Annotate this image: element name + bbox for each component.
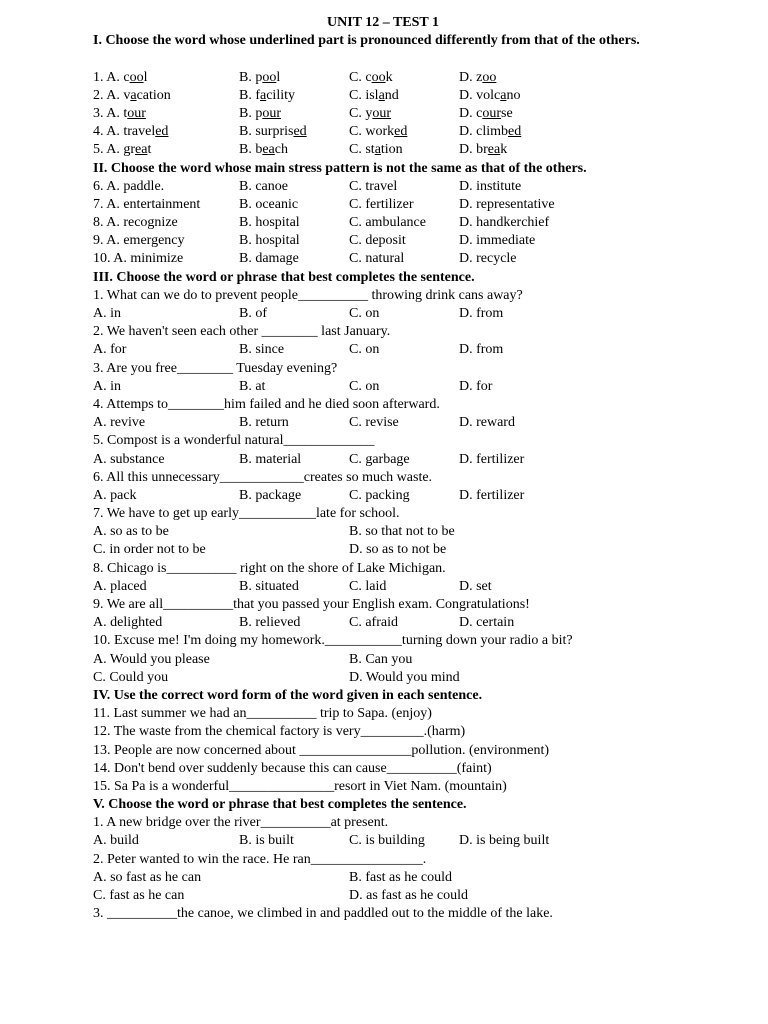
question-line: 11. Last summer we had an__________ trip to Sapa. (enjoy) <box>93 706 432 722</box>
underlined-part: a <box>130 87 137 103</box>
option: A. substance <box>93 451 165 467</box>
option: A. build <box>93 833 139 849</box>
options-row <box>93 523 673 541</box>
underlined-part: oo <box>262 69 277 85</box>
option <box>459 105 513 123</box>
option: D. is being built <box>459 833 550 849</box>
option: A. in <box>93 378 121 394</box>
option: A. in <box>93 306 121 322</box>
option: A. delighted <box>93 615 163 631</box>
option: D. for <box>459 378 493 394</box>
option <box>239 105 281 123</box>
underlined-part: ed <box>508 124 522 140</box>
option-text: no <box>506 87 521 103</box>
option: B. canoe <box>239 178 288 194</box>
question-row <box>93 232 673 250</box>
question-line: 15. Sa Pa is a wonderful_______________resort in Viet Nam. (mountain) <box>93 778 507 794</box>
option: C. is building <box>349 833 425 849</box>
option: C. in order not to be <box>93 542 206 558</box>
option-text: l <box>143 69 148 85</box>
question-stem: 7. We have to get up early___________late for school. <box>93 506 400 522</box>
option: B. damage <box>239 251 299 267</box>
option-text: 2. A. v <box>93 87 131 103</box>
option-text: se <box>501 105 513 121</box>
options-row <box>93 414 673 432</box>
option-text: cility <box>266 87 295 103</box>
question-stem: 4. Attemps to________him failed and he died soon afterward. <box>93 396 440 412</box>
option: D. from <box>459 306 504 322</box>
options-row <box>93 869 673 887</box>
option: B. hospital <box>239 215 300 231</box>
question-row <box>93 214 673 232</box>
underlined-part: ed <box>394 124 408 140</box>
option: D. handkerchief <box>459 215 550 231</box>
option: B. return <box>239 415 289 431</box>
question-stem: 3. Are you free________ Tuesday evening? <box>93 360 338 376</box>
question-stem: 5. Compost is a wonderful natural_____________ <box>93 433 375 449</box>
option: C. fertilizer <box>349 196 414 212</box>
option-text: D. z <box>459 69 483 85</box>
underlined-part: our <box>262 105 282 121</box>
option: B. hospital <box>239 233 300 249</box>
option-text: ch <box>274 142 288 158</box>
option <box>459 69 496 87</box>
option: C. natural <box>349 251 405 267</box>
option: C. garbage <box>349 451 410 467</box>
option: D. from <box>459 342 504 358</box>
underlined-part: our <box>372 105 392 121</box>
option: B. fast as he could <box>349 869 453 885</box>
option: A. placed <box>93 578 147 594</box>
options-row <box>93 541 673 559</box>
underlined-part: a <box>500 87 507 103</box>
option <box>459 123 521 141</box>
option <box>239 69 280 87</box>
option-text: B. p <box>239 105 263 121</box>
option: C. Could you <box>93 669 169 685</box>
option: D. certain <box>459 615 515 631</box>
options-row <box>93 887 673 905</box>
underlined-part: ea <box>487 142 501 158</box>
options-row <box>93 487 673 505</box>
option: C. on <box>349 342 380 358</box>
section-4-heading: IV. Use the correct word form of the word given in each sentence. <box>93 687 483 703</box>
option: C. afraid <box>349 615 398 631</box>
question-stem: 9. We are all__________that you passed your English exam. Congratulations! <box>93 597 530 613</box>
option-text: B. p <box>239 69 263 85</box>
option-text: D. br <box>459 142 488 158</box>
option-text: nd <box>384 87 399 103</box>
question-row <box>93 87 673 105</box>
option-text: B. surpris <box>239 124 294 140</box>
section-5-heading: V. Choose the word or phrase that best completes the sentence. <box>93 797 467 813</box>
option <box>349 87 399 105</box>
option: A. so as to be <box>93 524 169 540</box>
option-text: k <box>385 69 393 85</box>
option: D. institute <box>459 178 522 194</box>
option <box>459 141 507 159</box>
option-text: C. work <box>349 124 395 140</box>
underlined-part: ea <box>262 142 275 158</box>
question-row <box>93 178 673 196</box>
option <box>93 87 171 105</box>
option: D. immediate <box>459 233 536 249</box>
underlined-part: oo <box>482 69 497 85</box>
option: C. travel <box>349 178 398 194</box>
option-text: D. volc <box>459 87 501 103</box>
underlined-part: a <box>260 87 267 103</box>
options-row <box>93 378 673 396</box>
question-row <box>93 196 673 214</box>
option: A. pack <box>93 487 137 503</box>
option: C. revise <box>349 415 399 431</box>
option: C. fast as he can <box>93 888 185 904</box>
question-stem: 3. __________the canoe, we climbed in and paddled out to the middle of the lake. <box>93 906 553 922</box>
option-text: 5. A. gr <box>93 142 135 158</box>
option-text: 4. A. travel <box>93 124 156 140</box>
option-text: C. c <box>349 69 372 85</box>
option: B. package <box>239 487 302 503</box>
option: 7. A. entertainment <box>93 196 201 212</box>
option: B. Can you <box>349 651 413 667</box>
question-row <box>93 141 673 159</box>
underlined-part: oo <box>129 69 144 85</box>
options-row <box>93 614 673 632</box>
options-row <box>93 832 673 850</box>
options-row <box>93 341 673 359</box>
section-3-heading: III. Choose the word or phrase that best completes the sentence. <box>93 269 475 285</box>
question-row <box>93 250 673 268</box>
option <box>349 69 393 87</box>
option-text: l <box>276 69 281 85</box>
question-stem: 2. We haven't seen each other ________ last January. <box>93 324 391 340</box>
question-row <box>93 123 673 141</box>
question-stem: 1. A new bridge over the river__________at present. <box>93 815 389 831</box>
option: D. Would you mind <box>349 669 460 685</box>
question-line: 13. People are now concerned about ________________pollution. (environment) <box>93 742 550 758</box>
underlined-part: ed <box>293 124 307 140</box>
option: C. on <box>349 378 380 394</box>
option: B. since <box>239 342 285 358</box>
question-stem: 6. All this unnecessary____________creates so much waste. <box>93 469 433 485</box>
option: D. recycle <box>459 251 517 267</box>
option: B. so that not to be <box>349 524 455 540</box>
option: D. fertilizer <box>459 451 525 467</box>
underlined-part: a <box>378 87 385 103</box>
option-text: D. c <box>459 105 483 121</box>
option <box>93 141 151 159</box>
option <box>459 87 520 105</box>
question-row <box>93 105 673 123</box>
section-2-heading: II. Choose the word whose main stress pattern is not the same as that of the others. <box>93 160 587 176</box>
option: A. so fast as he can <box>93 869 202 885</box>
option: D. so as to not be <box>349 542 447 558</box>
option-text: B. b <box>239 142 263 158</box>
option <box>93 105 146 123</box>
option-text: t <box>147 142 152 158</box>
option <box>239 123 307 141</box>
option: C. packing <box>349 487 410 503</box>
options-row <box>93 651 673 669</box>
option-text: D. climb <box>459 124 508 140</box>
option-text: C. st <box>349 142 375 158</box>
options-row <box>93 578 673 596</box>
test-document <box>93 14 673 923</box>
section-1-heading: I. Choose the word whose underlined part is pronounced differently from that of the others. <box>93 33 640 49</box>
option-text: C. isl <box>349 87 379 103</box>
option-text: B. f <box>239 87 260 103</box>
option: B. material <box>239 451 302 467</box>
option <box>349 141 403 159</box>
option <box>93 123 168 141</box>
underlined-part: a <box>374 142 381 158</box>
underlined-part: our <box>127 105 146 121</box>
section-2-questions <box>93 178 673 269</box>
section-1-questions <box>93 69 673 160</box>
option: C. ambulance <box>349 215 426 231</box>
question-line: 12. The waste from the chemical factory is very_________.(harm) <box>93 724 466 740</box>
option: 8. A. recognize <box>93 215 178 231</box>
option: B. at <box>239 378 266 394</box>
option-text: 1. A. c <box>93 69 130 85</box>
option: D. reward <box>459 415 515 431</box>
question-stem: 1. What can we do to prevent people__________ throwing drink cans away? <box>93 287 523 303</box>
question-stem: 10. Excuse me! I'm doing my homework.___________turning down your radio a bit? <box>93 633 573 649</box>
option: C. laid <box>349 578 387 594</box>
option: C. on <box>349 306 380 322</box>
underlined-part: oo <box>371 69 386 85</box>
option-text: C. y <box>349 105 373 121</box>
underlined-part: ea <box>135 142 148 158</box>
option: 9. A. emergency <box>93 233 185 249</box>
options-row <box>93 451 673 469</box>
option: B. relieved <box>239 615 301 631</box>
question-row <box>93 69 673 87</box>
option: 10. A. minimize <box>93 251 184 267</box>
option-text: k <box>500 142 508 158</box>
underlined-part: ed <box>155 124 169 140</box>
option <box>349 123 407 141</box>
option: A. Would you please <box>93 651 210 667</box>
option: 6. A. paddle. <box>93 178 165 194</box>
option: A. revive <box>93 415 146 431</box>
option: D. as fast as he could <box>349 888 468 904</box>
option <box>239 87 295 105</box>
option-text: cation <box>136 87 171 103</box>
option <box>239 141 288 159</box>
option-text: 3. A. t <box>93 105 128 121</box>
underlined-part: our <box>482 105 501 121</box>
option: D. fertilizer <box>459 487 525 503</box>
option <box>349 105 391 123</box>
question-stem: 8. Chicago is__________ right on the shore of Lake Michigan. <box>93 560 446 576</box>
option: C. deposit <box>349 233 406 249</box>
option: A. for <box>93 342 127 358</box>
options-row <box>93 669 673 687</box>
option: D. representative <box>459 196 555 212</box>
option <box>93 69 147 87</box>
page-title: UNIT 12 – TEST 1 <box>326 15 440 30</box>
question-stem: 2. Peter wanted to win the race. He ran________________. <box>93 851 427 867</box>
option: B. oceanic <box>239 196 299 212</box>
options-row <box>93 305 673 323</box>
option: D. set <box>459 578 492 594</box>
option: B. situated <box>239 578 299 594</box>
option: B. is built <box>239 833 294 849</box>
option: B. of <box>239 306 267 322</box>
option-text: tion <box>380 142 403 158</box>
question-line: 14. Don't bend over suddenly because this can cause__________(faint) <box>93 760 492 776</box>
